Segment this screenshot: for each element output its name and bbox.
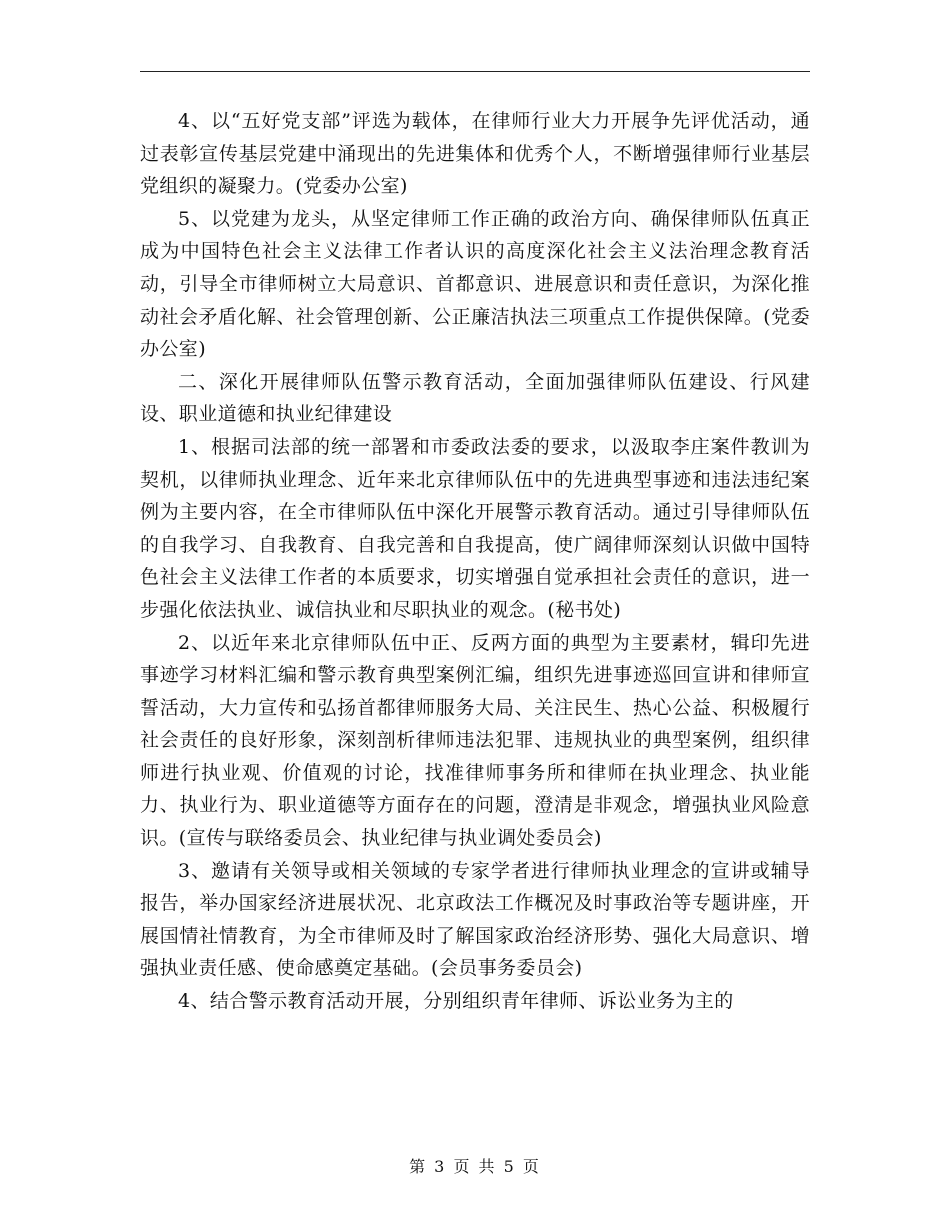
section-heading-two: 二、深化开展律师队伍警示教育活动，全面加强律师队伍建设、行风建设、职业道德和执业纪律建设 <box>140 370 810 426</box>
paragraph-item-2-typical-cases: 2、以近年来北京律师队伍中正、反两方面的典型为主要素材，辑印先进事迹学习材料汇编和警示教育典型案例汇编，组织先进事迹巡回宣讲和律师宣誓活动，大力宣传和弘扬首都律师服务大局、关注民生、热心公益、积极履行社会责任的良好形象，深刻剖析律师违法犯罪、违规执业的典型案例，组织律师进行执业观、价值观的讨论，找准律师事务所和律师在执业理念、执业能力、执业行为、职业道德等方面存在的问题，澄清是非观念，增强执业风险意识。(宣传与联络委员会、执业纪律与执业调处委员会) <box>140 631 810 850</box>
paragraph-item-3-lectures: 3、邀请有关领导或相关领域的专家学者进行律师执业理念的宣讲或辅导报告，举办国家经济进展状况、北京政法工作概况及时事政治等专题讲座，开展国情社情教育，为全市律师及时了解国家政治经济形势、强化大局意识、增强执业责任感、使命感奠定基础。(会员事务委员会) <box>140 859 810 980</box>
header-rule <box>140 71 810 72</box>
paragraph-item-1-warning-education: 1、根据司法部的统一部署和市委政法委的要求，以汲取李庄案件教训为契机，以律师执业理念、近年来北京律师队伍中的先进典型事迹和违法违纪案例为主要内容，在全市律师队伍中深化开展警示教育活动。通过引导律师队伍的自我学习、自我教育、自我完善和自我提高，使广阔律师深刻认识做中国特色社会主义法律工作者的本质要求，切实增强自觉承担社会责任的意识，进一步强化依法执业、诚信执业和尽职执业的观念。(秘书处) <box>140 435 810 621</box>
page-number-footer: 第 3 页 共 5 页 <box>409 1157 541 1176</box>
paragraph-item-5-party-building: 5、以党建为龙头，从坚定律师工作正确的政治方向、确保律师队伍真正成为中国特色社会主义法律工作者认识的高度深化社会主义法治理念教育活动，引导全市律师树立大局意识、首都意识、进展意识和责任意识，为深化推动社会矛盾化解、社会管理创新、公正廉洁执法三项重点工作提供保障。(党委办公室) <box>140 207 810 361</box>
document-body <box>140 105 810 1018</box>
paragraph-item-4-continued: 4、结合警示教育活动开展，分别组织青年律师、诉讼业务为主的 <box>178 990 734 1013</box>
paragraph-item-4-party-branch: 4、以“五好党支部”评选为载体，在律师行业大力开展争先评优活动，通过表彰宣传基层党建中涌现出的先进集体和优秀个人，不断增强律师行业基层党组织的凝聚力。(党委办公室) <box>140 110 810 198</box>
